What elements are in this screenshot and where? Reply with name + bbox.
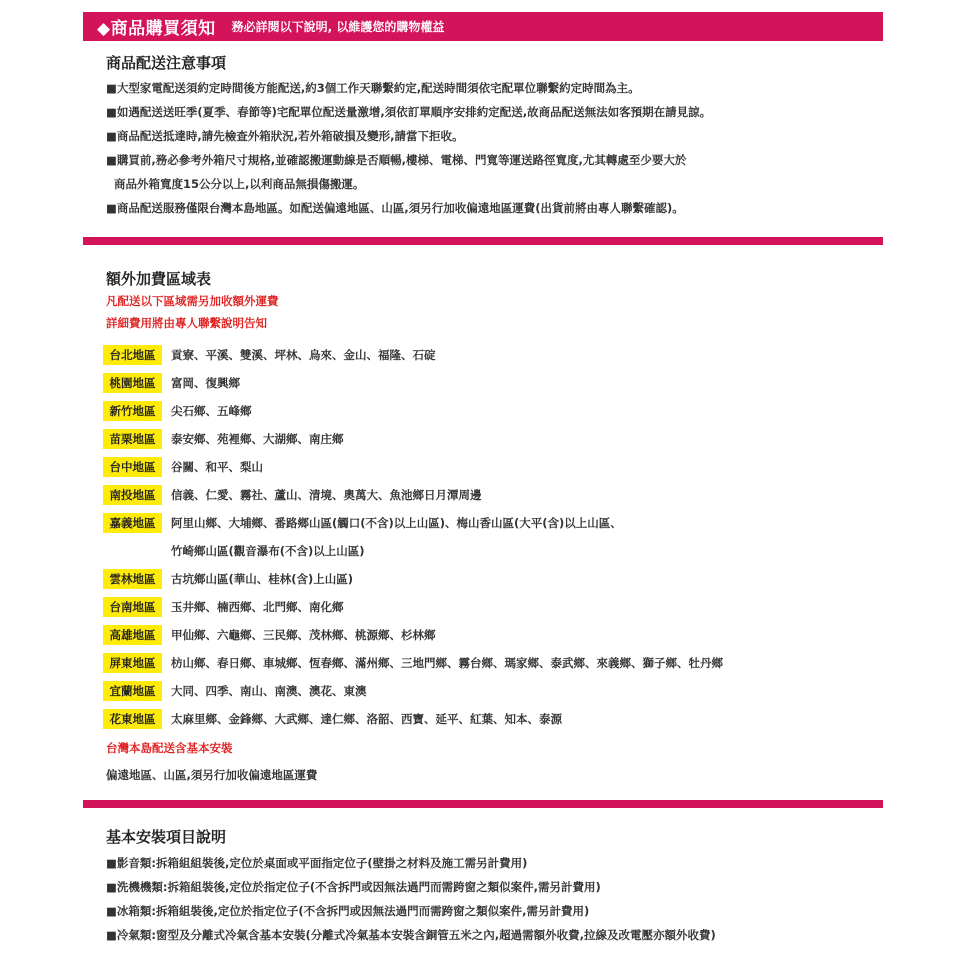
delivery-note: ■購買前,務必參考外箱尺寸規格,並確認搬運動線是否順暢,樓梯、電梯、門寬等運送路徑寬度,尤其轉處至少要大於	[106, 153, 687, 167]
region-row	[103, 429, 344, 449]
region-areas: 泰安鄉、苑裡鄉、大湖鄉、南庄鄉	[171, 432, 344, 446]
surcharge-section-title: 額外加費區域表	[106, 270, 212, 288]
region-areas: 玉井鄉、楠西鄉、北門鄉、南化鄉	[171, 600, 344, 614]
region-areas: 大同、四季、南山、南澳、澳花、東澳	[171, 684, 367, 698]
region-row	[103, 541, 365, 561]
header-title: ◆商品購買須知	[97, 19, 216, 39]
region-row	[103, 653, 723, 673]
region-areas: 甲仙鄉、六龜鄉、三民鄉、茂林鄉、桃源鄉、杉林鄉	[171, 628, 436, 642]
region-row	[103, 513, 622, 533]
region-row	[103, 709, 562, 729]
region-label: 台南地區	[103, 597, 162, 617]
surcharge-note: 凡配送以下區域需另加收額外運費	[106, 294, 279, 308]
region-row	[103, 485, 482, 505]
delivery-note: ■商品配送抵達時,請先檢查外箱狀況,若外箱破損及變形,請當下拒收。	[106, 129, 464, 143]
region-label: 苗栗地區	[103, 429, 162, 449]
region-row	[103, 401, 252, 421]
delivery-note: 商品外箱寬度15公分以上,以利商品無損傷搬運。	[114, 177, 365, 191]
region-row	[103, 597, 344, 617]
region-row	[103, 681, 367, 701]
header-subtitle: 務必詳閱以下說明, 以維護您的購物權益	[231, 20, 445, 34]
header-banner	[83, 12, 883, 41]
region-areas: 富岡、復興鄉	[171, 376, 240, 390]
region-label: 高雄地區	[103, 625, 162, 645]
region-label: 新竹地區	[103, 401, 162, 421]
region-label: 宜蘭地區	[103, 681, 162, 701]
section-divider	[83, 237, 883, 245]
delivery-note: ■如遇配送送旺季(夏季、春節等)宅配單位配送量激增,須依訂單順序安排約定配送,故商品配送無法如客預期在請見諒。	[106, 105, 712, 119]
installation-note: ■冰箱類:拆箱組裝後,定位於指定位子(不含拆門或因無法過門而需跨窗之類似案件,需另計費用)	[106, 904, 590, 918]
installation-included-note: 台灣本島配送含基本安裝	[106, 741, 233, 755]
region-row	[103, 625, 436, 645]
installation-note: ■影音類:拆箱組組裝後,定位於桌面或平面指定位子(壁掛之材料及施工需另計費用)	[106, 856, 528, 870]
region-areas: 尖石鄉、五峰鄉	[171, 404, 252, 418]
delivery-note: ■商品配送服務僅限台灣本島地區。如配送偏遠地區、山區,須另行加收偏遠地區運費(出貨前將由專人聯繫確認)。	[106, 201, 684, 215]
installation-note: ■冷氣類:窗型及分離式冷氣含基本安裝(分離式冷氣基本安裝含銅管五米之內,超過需額外收費,拉線及改電壓亦額外收費)	[106, 928, 716, 942]
surcharge-note: 詳細費用將由專人聯繫說明告知	[106, 316, 267, 330]
region-areas: 太麻里鄉、金鋒鄉、大武鄉、達仁鄉、洛韶、西寶、延平、紅葉、知本、泰源	[171, 712, 562, 726]
region-label: 雲林地區	[103, 569, 162, 589]
region-label: 台北地區	[103, 345, 162, 365]
region-label: 屏東地區	[103, 653, 162, 673]
region-label: 花東地區	[103, 709, 162, 729]
remote-fee-note: 偏遠地區、山區,須另行加收偏遠地區運費	[106, 768, 318, 782]
region-row	[103, 373, 240, 393]
region-row	[103, 569, 353, 589]
region-areas: 貢寮、平溪、雙溪、坪林、烏來、金山、福隆、石碇	[171, 348, 436, 362]
section-divider	[83, 800, 883, 808]
region-areas: 竹崎鄉山區(觀音瀑布(不含)以上山區)	[171, 544, 365, 558]
region-row	[103, 457, 263, 477]
region-label: 台中地區	[103, 457, 162, 477]
region-areas: 谷關、和平、梨山	[171, 460, 263, 474]
region-label: 南投地區	[103, 485, 162, 505]
region-label: 桃園地區	[103, 373, 162, 393]
region-areas: 古坑鄉山區(華山、桂林(含)上山區)	[171, 572, 354, 586]
region-label	[103, 541, 162, 561]
region-areas: 信義、仁愛、霧社、蘆山、清境、奧萬大、魚池鄉日月潭周邊	[171, 488, 482, 502]
delivery-note: ■大型家電配送須約定時間後方能配送,約3個工作天聯繫約定,配送時間須依宅配單位聯繫約定時間為主。	[106, 81, 640, 95]
region-label: 嘉義地區	[103, 513, 162, 533]
delivery-section-title: 商品配送注意事項	[106, 54, 227, 72]
installation-section-title: 基本安裝項目說明	[106, 828, 227, 846]
region-row	[103, 345, 436, 365]
region-areas: 阿里山鄉、大埔鄉、番路鄉山區(觸口(不含)以上山區)、梅山香山區(大平(含)以上山區、	[171, 516, 622, 530]
installation-note: ■洗機機類:拆箱組裝後,定位於指定位子(不含拆門或因無法過門而需跨窗之類似案件,需另計費用)	[106, 880, 601, 894]
region-areas: 枋山鄉、春日鄉、車城鄉、恆春鄉、滿州鄉、三地門鄉、霧台鄉、瑪家鄉、泰武鄉、來義鄉、獅子鄉、牡丹鄉	[171, 656, 723, 670]
